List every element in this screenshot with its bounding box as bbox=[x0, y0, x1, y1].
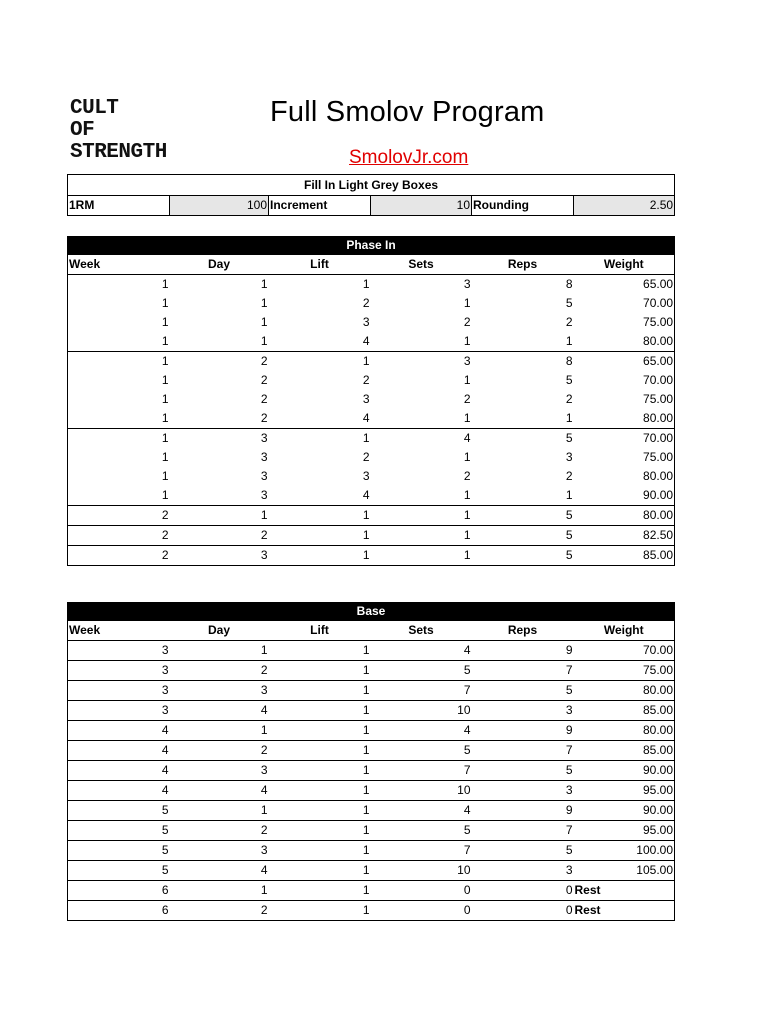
cell-week: 5 bbox=[68, 801, 170, 821]
page-title: Full Smolov Program bbox=[270, 96, 545, 128]
cell-lift: 1 bbox=[269, 661, 371, 681]
phase-in-table bbox=[67, 236, 675, 566]
cell-sets: 5 bbox=[371, 741, 472, 761]
cell-sets: 1 bbox=[463, 450, 471, 464]
cell-reps: 1 bbox=[565, 488, 573, 502]
cell-week: 4 bbox=[68, 761, 170, 781]
cell-day: 3 bbox=[260, 469, 268, 483]
column-header-day: Day bbox=[170, 621, 269, 641]
table-row bbox=[68, 701, 675, 721]
cell-week: 5 bbox=[68, 861, 170, 881]
cell-reps: 7 bbox=[472, 821, 574, 841]
table-row bbox=[68, 821, 675, 841]
cell-sets: 4 bbox=[371, 801, 472, 821]
cell-sets: 10 bbox=[371, 861, 472, 881]
cell-day: 1 bbox=[170, 275, 269, 295]
cell-lift: 2 bbox=[362, 450, 370, 464]
cell-reps: 8 bbox=[472, 275, 574, 295]
cell-reps: 5 bbox=[472, 506, 574, 526]
cell-weight: 65.00 bbox=[574, 275, 675, 295]
cell-week: 1 bbox=[161, 334, 169, 348]
cell-day: 4 bbox=[170, 781, 269, 801]
cell-day: 4 bbox=[170, 861, 269, 881]
cell-day: 1 bbox=[170, 506, 269, 526]
cell-weight: 70.00 bbox=[574, 641, 675, 661]
cell-week: 1 bbox=[68, 429, 170, 449]
cell-sets: 0 bbox=[371, 881, 472, 901]
table-row bbox=[68, 409, 675, 429]
cell-lift: 1 bbox=[269, 546, 371, 566]
cell-day: 1 bbox=[170, 881, 269, 901]
cell-week: 1 bbox=[161, 488, 169, 502]
column-header-sets: Sets bbox=[371, 255, 472, 275]
table-row bbox=[68, 526, 675, 546]
cell-lift: 3 bbox=[362, 315, 370, 329]
phase-header bbox=[68, 236, 675, 255]
cell-sets: 1 bbox=[463, 334, 471, 348]
cell-reps: 5 bbox=[472, 526, 574, 546]
cell-week: 5 bbox=[68, 841, 170, 861]
cell-lift: 1 bbox=[269, 841, 371, 861]
cell-week: 4 bbox=[68, 781, 170, 801]
smolovjr-link[interactable]: SmolovJr.com bbox=[349, 147, 469, 168]
cell-weight: Rest bbox=[574, 881, 675, 901]
table-row bbox=[68, 741, 675, 761]
increment-input[interactable]: 10 bbox=[371, 196, 472, 216]
base-table bbox=[67, 602, 675, 921]
cell-week: 3 bbox=[68, 641, 170, 661]
cell-week: 2 bbox=[68, 546, 170, 566]
cell-reps: 5 bbox=[472, 761, 574, 781]
cell-lift: 1 bbox=[269, 526, 371, 546]
cell-lift: 4 bbox=[362, 488, 370, 502]
cell-weight: Rest bbox=[574, 901, 675, 921]
settings-caption: Fill In Light Grey Boxes bbox=[68, 175, 675, 196]
cell-reps: 7 bbox=[472, 661, 574, 681]
table-row bbox=[68, 332, 675, 352]
cell-week: 6 bbox=[68, 901, 170, 921]
cell-reps: 9 bbox=[472, 641, 574, 661]
cell-week: 3 bbox=[68, 661, 170, 681]
cell-sets: 2 bbox=[463, 392, 471, 406]
cell-lift: 1 bbox=[269, 741, 371, 761]
cell-weight: 80.00 bbox=[643, 411, 674, 425]
cell-week: 1 bbox=[161, 450, 169, 464]
cell-day: 2 bbox=[170, 526, 269, 546]
column-header-lift: Lift bbox=[269, 255, 371, 275]
cell-lift: 1 bbox=[269, 881, 371, 901]
cell-day: 2 bbox=[170, 661, 269, 681]
cell-sets: 7 bbox=[371, 841, 472, 861]
cell-lift: 3 bbox=[362, 392, 370, 406]
table-row bbox=[68, 294, 675, 313]
column-header-sets: Sets bbox=[371, 621, 472, 641]
cell-reps: 5 bbox=[472, 546, 574, 566]
cell-weight: 90.00 bbox=[643, 488, 674, 502]
cell-week: 1 bbox=[68, 275, 170, 295]
cell-weight: 82.50 bbox=[574, 526, 675, 546]
cell-weight: 85.00 bbox=[574, 546, 675, 566]
cell-week: 1 bbox=[161, 392, 169, 406]
cell-lift: 1 bbox=[269, 721, 371, 741]
phase-header bbox=[68, 602, 675, 621]
column-header-reps: Reps bbox=[472, 255, 574, 275]
cell-reps: 5 bbox=[472, 681, 574, 701]
column-header-weight: Weight bbox=[574, 621, 675, 641]
cell-lift: 1 bbox=[269, 781, 371, 801]
cell-reps: 9 bbox=[472, 801, 574, 821]
cell-sets: 1 bbox=[463, 488, 471, 502]
cell-weight: 75.00 bbox=[643, 315, 674, 329]
cell-sets: 5 bbox=[371, 821, 472, 841]
cult-of-strength-logo bbox=[70, 98, 210, 170]
column-header-week: Week bbox=[68, 621, 170, 641]
cell-week: 1 bbox=[161, 315, 169, 329]
cell-day: 4 bbox=[170, 701, 269, 721]
cell-lift: 2 bbox=[362, 373, 370, 387]
cell-weight: 95.00 bbox=[574, 781, 675, 801]
cell-lift: 1 bbox=[269, 821, 371, 841]
cell-week: 1 bbox=[68, 352, 170, 372]
table-row bbox=[68, 721, 675, 741]
cell-sets: 7 bbox=[371, 761, 472, 781]
cell-reps: 2 bbox=[565, 315, 573, 329]
cell-day: 1 bbox=[260, 315, 268, 329]
cell-week: 1 bbox=[161, 469, 169, 483]
cell-reps: 2 bbox=[565, 392, 573, 406]
table-row bbox=[68, 841, 675, 861]
settings-table bbox=[67, 174, 675, 216]
cell-reps: 7 bbox=[472, 741, 574, 761]
cell-weight: 85.00 bbox=[574, 741, 675, 761]
cell-weight: 80.00 bbox=[574, 506, 675, 526]
cell-reps: 3 bbox=[472, 701, 574, 721]
cell-weight: 75.00 bbox=[643, 450, 674, 464]
cell-lift: 1 bbox=[269, 901, 371, 921]
cell-lift: 1 bbox=[269, 429, 371, 449]
cell-reps: 2 bbox=[565, 469, 573, 483]
cell-sets: 1 bbox=[371, 506, 472, 526]
cell-sets: 5 bbox=[371, 661, 472, 681]
cell-reps: 8 bbox=[472, 352, 574, 372]
cell-sets: 2 bbox=[463, 469, 471, 483]
phase-in-body bbox=[68, 236, 675, 566]
cell-day: 1 bbox=[170, 641, 269, 661]
cell-weight: 70.00 bbox=[643, 296, 674, 310]
table-row bbox=[68, 313, 675, 332]
cell-sets: 10 bbox=[371, 781, 472, 801]
cell-sets: 0 bbox=[371, 901, 472, 921]
cell-day: 2 bbox=[170, 741, 269, 761]
table-row bbox=[68, 275, 675, 295]
cell-sets: 10 bbox=[371, 701, 472, 721]
cell-reps: 1 bbox=[565, 411, 573, 425]
column-header-week: Week bbox=[68, 255, 170, 275]
cell-day: 3 bbox=[260, 488, 268, 502]
cell-reps: 5 bbox=[472, 429, 574, 449]
cell-reps: 5 bbox=[565, 296, 573, 310]
cell-day: 3 bbox=[260, 450, 268, 464]
table-row bbox=[68, 781, 675, 801]
cell-day: 1 bbox=[170, 801, 269, 821]
table-row bbox=[68, 901, 675, 921]
table-row bbox=[68, 861, 675, 881]
cell-weight: 75.00 bbox=[574, 661, 675, 681]
cell-lift: 1 bbox=[269, 506, 371, 526]
table-row bbox=[68, 486, 675, 506]
cell-week: 4 bbox=[68, 741, 170, 761]
cell-lift: 4 bbox=[362, 411, 370, 425]
column-header-lift: Lift bbox=[269, 621, 371, 641]
cell-weight: 65.00 bbox=[574, 352, 675, 372]
cell-reps: 3 bbox=[472, 781, 574, 801]
cell-weight: 90.00 bbox=[574, 801, 675, 821]
cell-week: 5 bbox=[68, 821, 170, 841]
cell-day: 2 bbox=[260, 392, 268, 406]
phase-title: Base bbox=[68, 602, 675, 621]
cell-weight: 75.00 bbox=[643, 392, 674, 406]
cell-weight: 105.00 bbox=[574, 861, 675, 881]
cell-lift: 3 bbox=[362, 469, 370, 483]
cell-lift: 1 bbox=[269, 352, 371, 372]
cell-sets: 1 bbox=[463, 411, 471, 425]
table-row bbox=[68, 761, 675, 781]
table-row bbox=[68, 467, 675, 486]
cell-lift: 1 bbox=[269, 801, 371, 821]
cell-day: 3 bbox=[170, 546, 269, 566]
rounding-label: Rounding bbox=[472, 196, 574, 216]
cell-day: 2 bbox=[170, 821, 269, 841]
cell-weight: 90.00 bbox=[574, 761, 675, 781]
cell-sets: 4 bbox=[371, 429, 472, 449]
cell-day: 2 bbox=[260, 411, 268, 425]
cell-week: 6 bbox=[68, 881, 170, 901]
cell-sets: 3 bbox=[371, 352, 472, 372]
table-row bbox=[68, 371, 675, 390]
column-header-weight: Weight bbox=[574, 255, 675, 275]
orm-label: 1RM bbox=[68, 196, 170, 216]
cell-weight: 80.00 bbox=[643, 469, 674, 483]
column-header-row bbox=[68, 621, 675, 641]
cell-day: 3 bbox=[170, 761, 269, 781]
cell-day: 1 bbox=[260, 296, 268, 310]
table-row bbox=[68, 390, 675, 409]
increment-label: Increment bbox=[269, 196, 371, 216]
table-row bbox=[68, 641, 675, 661]
cell-week: 1 bbox=[161, 373, 169, 387]
cell-lift: 4 bbox=[362, 334, 370, 348]
cell-lift: 2 bbox=[362, 296, 370, 310]
table-row bbox=[68, 801, 675, 821]
base-body bbox=[68, 602, 675, 921]
cell-weight: 80.00 bbox=[574, 681, 675, 701]
cell-sets: 7 bbox=[371, 681, 472, 701]
cell-day: 3 bbox=[170, 429, 269, 449]
table-row bbox=[68, 661, 675, 681]
cell-reps: 3 bbox=[472, 861, 574, 881]
cell-sets: 2 bbox=[463, 315, 471, 329]
cell-sets: 4 bbox=[371, 641, 472, 661]
table-row bbox=[68, 681, 675, 701]
cell-week: 2 bbox=[68, 526, 170, 546]
cell-weight: 80.00 bbox=[574, 721, 675, 741]
column-header-row bbox=[68, 255, 675, 275]
cell-lift: 1 bbox=[269, 861, 371, 881]
cell-lift: 1 bbox=[269, 641, 371, 661]
cell-weight: 85.00 bbox=[574, 701, 675, 721]
phase-title: Phase In bbox=[68, 236, 675, 255]
column-header-reps: Reps bbox=[472, 621, 574, 641]
logo-line-1: CULT bbox=[70, 97, 119, 120]
cell-day: 3 bbox=[170, 841, 269, 861]
cell-reps: 9 bbox=[472, 721, 574, 741]
table-row bbox=[68, 506, 675, 526]
cell-week: 1 bbox=[161, 296, 169, 310]
cell-weight: 80.00 bbox=[643, 334, 674, 348]
cell-day: 1 bbox=[260, 334, 268, 348]
logo-line-3: STRENGTH bbox=[70, 141, 167, 164]
cell-lift: 1 bbox=[269, 761, 371, 781]
cell-weight: 70.00 bbox=[643, 373, 674, 387]
logo-line-2: OF bbox=[70, 119, 95, 142]
table-row bbox=[68, 546, 675, 566]
cell-day: 2 bbox=[260, 373, 268, 387]
cell-day: 3 bbox=[170, 681, 269, 701]
cell-week: 4 bbox=[68, 721, 170, 741]
cell-week: 1 bbox=[161, 411, 169, 425]
rounding-input[interactable]: 2.50 bbox=[574, 196, 675, 216]
cell-day: 1 bbox=[170, 721, 269, 741]
cell-day: 2 bbox=[170, 352, 269, 372]
cell-sets: 3 bbox=[371, 275, 472, 295]
cell-reps: 1 bbox=[565, 334, 573, 348]
cell-reps: 5 bbox=[472, 841, 574, 861]
cell-sets: 4 bbox=[371, 721, 472, 741]
table-row bbox=[68, 429, 675, 449]
cell-reps: 0 bbox=[472, 881, 574, 901]
cell-reps: 3 bbox=[565, 450, 573, 464]
cell-sets: 1 bbox=[463, 373, 471, 387]
cell-reps: 5 bbox=[565, 373, 573, 387]
column-header-day: Day bbox=[170, 255, 269, 275]
cell-lift: 1 bbox=[269, 701, 371, 721]
cell-lift: 1 bbox=[269, 681, 371, 701]
cell-day: 2 bbox=[170, 901, 269, 921]
cell-sets: 1 bbox=[371, 526, 472, 546]
cell-reps: 0 bbox=[472, 901, 574, 921]
table-row bbox=[68, 881, 675, 901]
cell-sets: 1 bbox=[463, 296, 471, 310]
cell-weight: 100.00 bbox=[574, 841, 675, 861]
orm-input[interactable]: 100 bbox=[170, 196, 269, 216]
cell-weight: 95.00 bbox=[574, 821, 675, 841]
table-row bbox=[68, 448, 675, 467]
table-row bbox=[68, 352, 675, 372]
cell-weight: 70.00 bbox=[574, 429, 675, 449]
cell-week: 3 bbox=[68, 701, 170, 721]
cell-sets: 1 bbox=[371, 546, 472, 566]
cell-week: 3 bbox=[68, 681, 170, 701]
cell-lift: 1 bbox=[269, 275, 371, 295]
cell-week: 2 bbox=[68, 506, 170, 526]
